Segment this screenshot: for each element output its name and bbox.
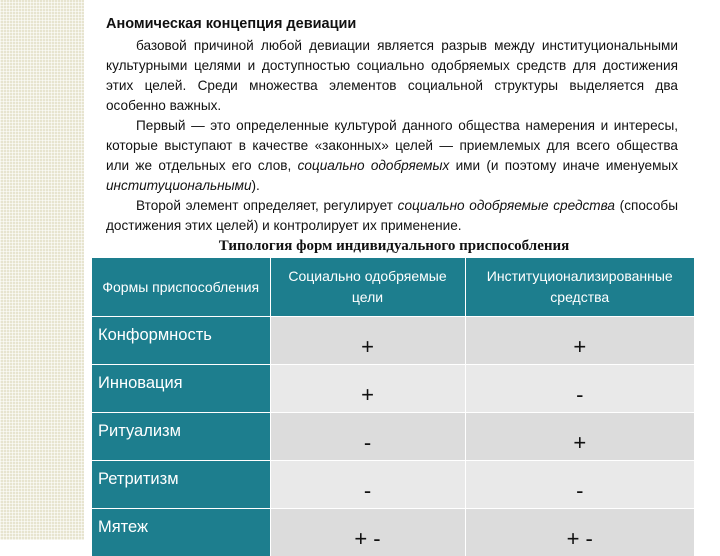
row-goals-value: + xyxy=(270,365,465,413)
header-goals: Социально одобряемые цели xyxy=(270,258,465,317)
row-form-name: Конформность xyxy=(92,317,270,365)
row-means-value: + xyxy=(465,413,694,461)
header-forms: Формы приспособления xyxy=(92,258,270,317)
row-means-value: + - xyxy=(465,509,694,556)
table-row xyxy=(92,317,694,365)
decorative-side-stripe xyxy=(0,0,84,540)
row-means-value: - xyxy=(465,365,694,413)
row-means-value: + xyxy=(465,317,694,365)
row-goals-value: - xyxy=(270,413,465,461)
table-header-row xyxy=(92,258,694,317)
row-means-value: - xyxy=(465,461,694,509)
typology-table xyxy=(92,258,694,556)
row-goals-value: + - xyxy=(270,509,465,556)
paragraph-2: Первый — это определенные культурой данного общества намерения и интересы, которые выступают в качестве «законных» целей — приемлемых для всего общества или же отдельных его слов, социально одобряемых ими (и поэтому иначе именуемых институциональными). xyxy=(106,116,678,196)
row-goals-value: + xyxy=(270,317,465,365)
row-form-name: Ритуализм xyxy=(92,413,270,461)
table-row xyxy=(92,461,694,509)
row-goals-value: - xyxy=(270,461,465,509)
text-block xyxy=(106,14,678,236)
paragraph-3: Второй элемент определяет, регулирует социально одобряемые средства (способы достижения этих целей) и контролирует их применение. xyxy=(106,196,678,236)
row-form-name: Инновация xyxy=(92,365,270,413)
row-form-name: Мятеж xyxy=(92,509,270,556)
table-row xyxy=(92,365,694,413)
table-row xyxy=(92,509,694,556)
paragraph-1: базовой причиной любой девиации является разрыв между институциональными культурными целями и доступностью социально одобряемых средств для достижения этих целей. Среди множества элементов социальной структуры выделяется два особенно важных. xyxy=(106,36,678,116)
table-row xyxy=(92,413,694,461)
page-title: Аномическая концепция девиации xyxy=(106,14,678,34)
header-means: Институционализированные средства xyxy=(465,258,694,317)
row-form-name: Ретритизм xyxy=(92,461,270,509)
table-caption: Типология форм индивидуального приспособления xyxy=(94,238,694,255)
